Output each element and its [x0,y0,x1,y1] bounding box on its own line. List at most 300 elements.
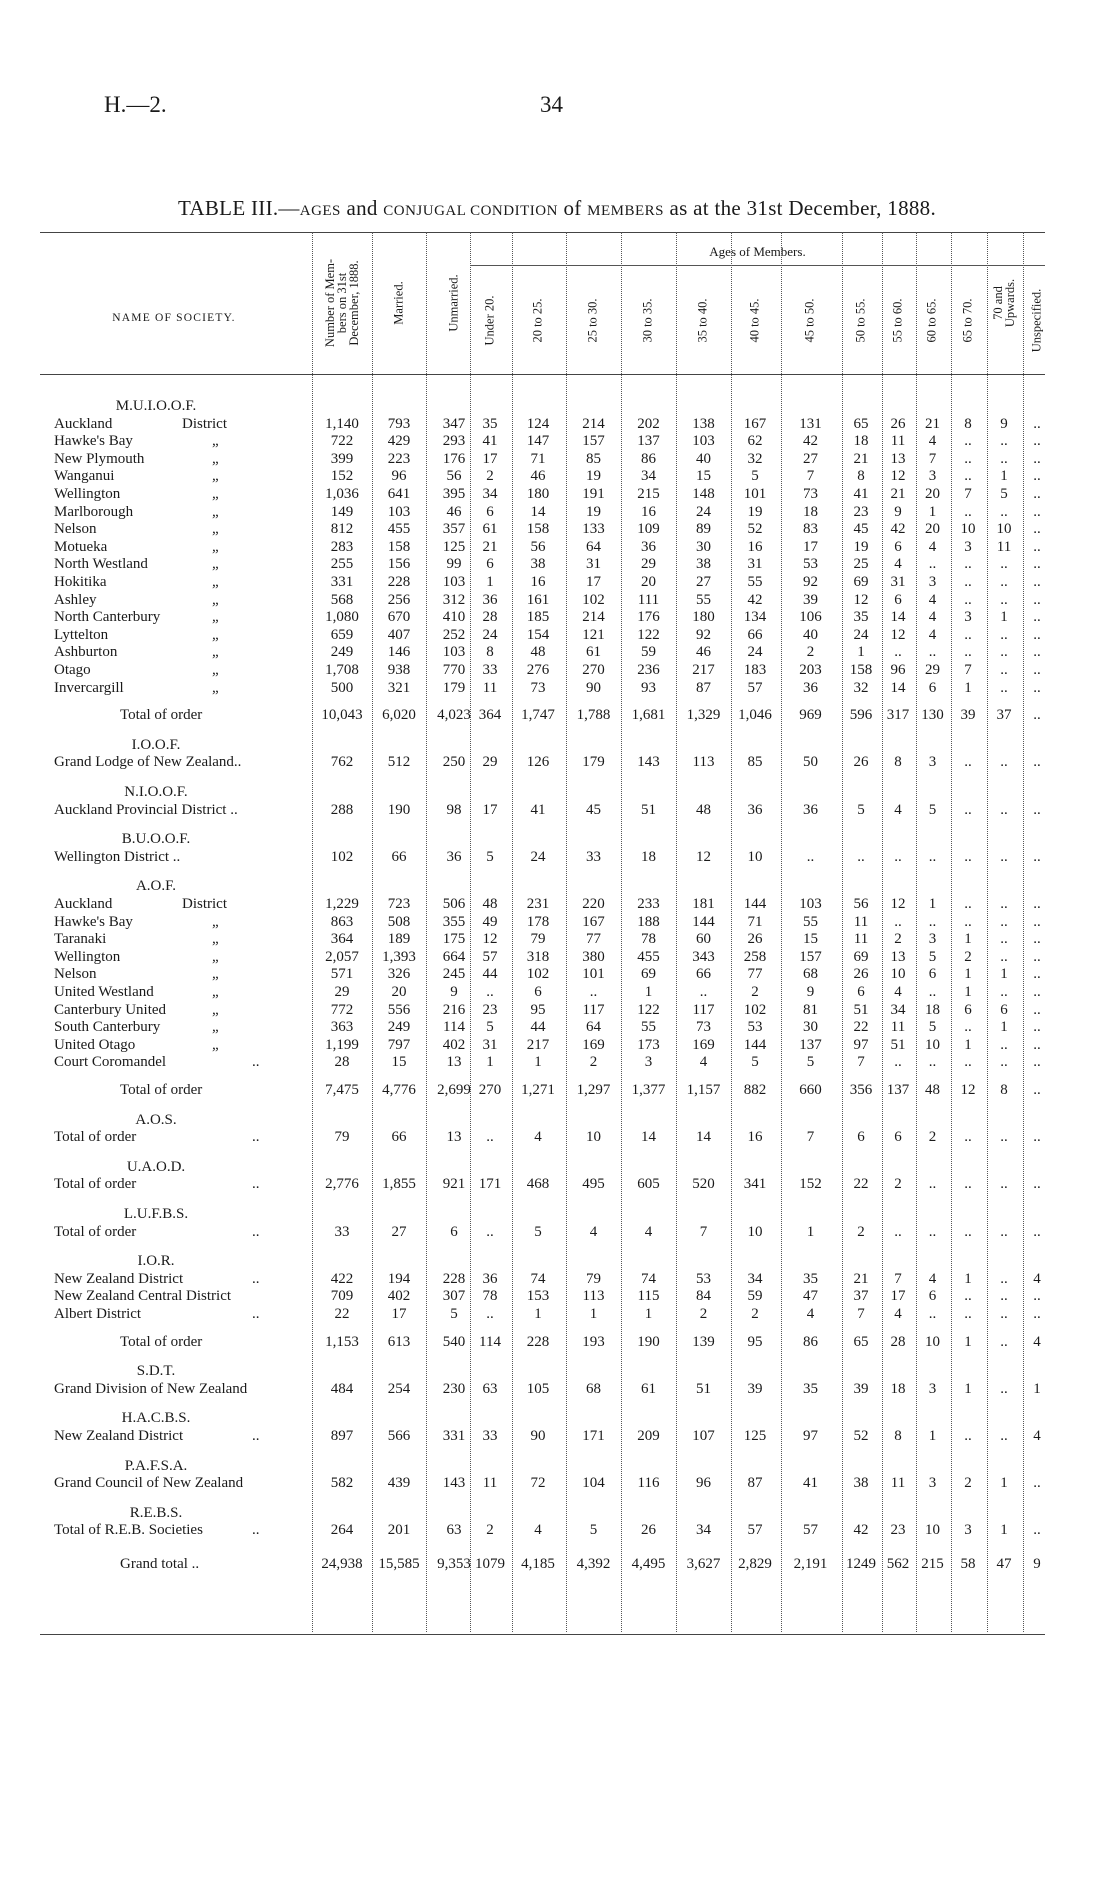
cell-unspecified: .. [1033,450,1041,467]
total-row [0,1556,1114,1573]
cell-married: 429 [387,433,411,450]
cell-age-25-30: 102 [582,591,605,608]
cell-age-60-65: 20 [925,521,940,538]
cell-age-45-50: 157 [799,948,822,965]
table-row [0,1019,1114,1036]
cell-age-35-40: 1,157 [686,1082,721,1098]
cell-age-60-65: 10 [925,1036,940,1053]
cell-unspecified: .. [1033,468,1041,485]
cell-age-65-70: 1 [964,984,972,1000]
cell-married: 402 [387,1288,411,1305]
cell-age-65-70: .. [964,1054,972,1071]
cell-age-30-35: 55 [641,1019,656,1036]
cell-age-55-60: 96 [890,662,906,678]
cell-age-70-upwards: .. [1000,1176,1008,1193]
cell-unspecified: .. [1033,848,1041,865]
society-sub: .. [252,1129,260,1146]
cell-unspecified: .. [1033,503,1041,520]
cell-age-25-30: 64 [586,1019,601,1036]
cell-unspecified: .. [1033,896,1041,912]
cell-unspecified: .. [1033,556,1041,573]
cell-age-35-40: 3,627 [686,1556,721,1572]
cell-unspecified: 4 [1033,1270,1041,1287]
cell-number-of-members: 283 [330,538,354,555]
cell-age-35-40: 92 [696,626,711,643]
cell-age-25-30: 167 [582,913,605,930]
cell-unspecified: .. [1033,574,1041,590]
cell-age-25-30: 17 [586,574,601,590]
cell-age-60-65: 215 [921,1556,944,1572]
cell-age-50-55: 51 [853,1001,869,1018]
cell-unmarried: 347 [442,415,466,432]
cell-married: 190 [387,801,411,818]
cell-unmarried: 216 [442,1001,466,1018]
cell-married: 158 [387,538,411,555]
cell-age-40-45: 52 [747,521,763,538]
title-conjugal: CONJUGAL CONDITION [383,203,558,219]
cell-married: 797 [387,1036,411,1053]
cell-age-70-upwards: .. [1000,1288,1008,1305]
table-row [0,680,1114,697]
column-header-age-30-35 [621,270,676,370]
cell-married: 455 [387,521,411,538]
total-row [0,1082,1114,1099]
table-row [0,1288,1114,1305]
cell-age-35-40: 107 [692,1428,715,1444]
cell-under-20: 34 [482,486,498,502]
cell-unmarried: 770 [442,662,466,678]
cell-age-45-50: 47 [803,1288,818,1305]
cell-married: 439 [387,1475,411,1492]
cell-age-25-30: 133 [582,521,605,538]
cell-age-40-45: 16 [747,1129,763,1146]
cell-age-35-40: 2 [699,1306,708,1322]
column-header-married [372,236,426,370]
cell-age-20-25: 5 [534,1223,542,1240]
cell-unmarried: 921 [442,1176,466,1193]
cell-under-20: 11 [482,1475,498,1492]
cell-age-50-55: 6 [857,1129,865,1146]
society-name: Grand Council of New Zealand [54,1475,244,1492]
cell-unspecified: 4 [1033,1428,1041,1444]
cell-age-45-50: 969 [799,707,822,724]
total-label: Total of order [120,1082,203,1098]
cell-age-20-25: 4,185 [521,1556,555,1572]
cell-age-70-upwards: .. [1000,1129,1008,1146]
cell-age-65-70: .. [964,644,972,661]
cell-age-30-35: 14 [641,1129,656,1146]
society-name: Wellington District .. [54,848,181,865]
cell-age-40-45: 24 [747,644,763,661]
cell-age-70-upwards: .. [1000,626,1008,643]
ages-header-rule [470,265,1045,266]
cell-unmarried: 228 [442,1270,466,1287]
cell-age-70-upwards: .. [1000,948,1008,965]
cell-age-60-65: 3 [928,468,937,485]
cell-age-60-65: 6 [928,1288,937,1305]
cell-age-65-70: .. [964,896,972,912]
cell-age-55-60: 12 [890,468,906,485]
cell-under-20: 29 [482,754,498,771]
cell-age-20-25: 217 [526,1036,550,1053]
cell-age-20-25: 48 [530,644,546,661]
cell-age-40-45: 134 [743,609,767,626]
cell-age-20-25: 41 [530,801,546,818]
cell-unmarried: 293 [442,433,466,450]
cell-unspecified: .. [1033,984,1041,1000]
cell-age-65-70: 1 [964,966,972,983]
cell-unmarried: 331 [442,1428,466,1444]
cell-unmarried: 9 [450,984,458,1000]
cell-age-55-60: 11 [890,1019,906,1036]
society-name: Total of order [54,1176,137,1193]
cell-age-70-upwards: 9 [1000,415,1008,432]
table-row [0,627,1114,644]
cell-married: 1,393 [382,948,416,965]
cell-age-65-70: 2 [964,1475,972,1492]
cell-age-70-upwards: .. [1000,662,1008,678]
society-sub: .. [252,1270,260,1287]
cell-age-35-40: 96 [696,1475,711,1492]
cell-age-45-50: 137 [799,1036,822,1053]
society-name: Otago [54,662,91,678]
cell-age-40-45: 102 [743,1001,767,1018]
cell-unmarried: 5 [450,1306,458,1322]
cell-married: 228 [387,574,411,590]
title-members: MEMBERS [587,203,664,219]
cell-number-of-members: 2,057 [325,948,359,965]
cell-age-35-40: 144 [692,913,715,930]
cell-married: 223 [387,450,411,467]
cell-number-of-members: 363 [330,1019,354,1036]
cell-under-20: 21 [482,538,498,555]
society-sub: „ [212,966,219,983]
cell-unspecified: .. [1033,626,1041,643]
cell-married: 103 [387,503,411,520]
cell-age-70-upwards: 37 [996,707,1012,724]
society-heading: S.D.T. [136,1363,176,1380]
cell-under-20: 23 [482,1001,498,1018]
cell-number-of-members: 582 [330,1475,354,1492]
cell-age-50-55: .. [857,848,865,865]
cell-age-65-70: 2 [964,948,972,965]
table-row [0,896,1114,913]
cell-age-70-upwards: 5 [1000,486,1008,502]
table-row [0,754,1114,771]
society-sub: „ [212,468,219,485]
cell-under-20: .. [486,1129,494,1146]
column-header-text: 20 to 25. [530,297,545,343]
society-sub: „ [212,913,219,930]
cell-number-of-members: 264 [330,1522,354,1539]
cell-age-45-50: 30 [803,1019,818,1036]
cell-age-35-40: 113 [692,754,715,771]
cell-age-35-40: 73 [696,1019,711,1036]
cell-age-50-55: 52 [853,1428,869,1444]
cell-unmarried: 230 [442,1380,466,1397]
cell-age-40-45: 36 [747,801,763,818]
society-name: South Canterbury [54,1019,161,1036]
cell-married: 566 [387,1428,411,1444]
cell-age-70-upwards: .. [1000,1428,1008,1444]
cell-age-45-50: 73 [803,486,818,502]
cell-age-65-70: 3 [964,1522,972,1539]
cell-number-of-members: 79 [334,1129,350,1146]
column-header-age-70-upwards [987,236,1021,370]
cell-unmarried: 99 [446,556,462,573]
column-header-text: 40 to 45. [747,297,762,343]
table-row [0,849,1114,866]
cell-age-45-50: 55 [803,913,818,930]
cell-unmarried: 36 [446,848,462,865]
cell-age-50-55: 69 [853,574,869,590]
cell-age-70-upwards: 11 [996,538,1012,555]
cell-age-30-35: 605 [637,1176,660,1193]
cell-age-20-25: 44 [530,1019,546,1036]
cell-age-25-30: 191 [582,486,605,502]
cell-married: 15 [391,1054,407,1071]
cell-age-55-60: 13 [890,450,906,467]
cell-age-55-60: 4 [894,984,902,1000]
cell-age-40-45: 77 [747,966,763,983]
cell-age-20-25: 185 [526,609,550,626]
cell-age-50-55: 356 [849,1082,873,1098]
cell-number-of-members: 28 [334,1054,350,1071]
society-heading: L.U.F.B.S. [123,1206,189,1222]
cell-age-35-40: 30 [696,538,711,555]
cell-age-35-40: 15 [696,468,711,485]
column-header-under-20 [470,270,510,370]
column-header-age-50-55 [842,270,880,370]
cell-unspecified: .. [1033,966,1041,983]
cell-age-55-60: 17 [890,1288,906,1305]
cell-age-20-25: 276 [526,662,550,678]
cell-unspecified: .. [1033,801,1041,818]
cell-unmarried: 13 [446,1129,462,1146]
society-sub: „ [212,433,219,450]
cell-age-20-25: 16 [530,574,546,590]
column-header-text: Under 20. [482,295,497,345]
cell-age-45-50: 92 [803,574,818,590]
cell-under-20: 171 [478,1176,502,1193]
cell-age-55-60: .. [894,913,902,930]
title-of: of [557,196,588,220]
table-row [0,966,1114,983]
cell-age-55-60: 14 [890,609,906,626]
table-bottom-rule [40,1634,1045,1635]
cell-age-60-65: 18 [925,1001,940,1018]
society-name: Canterbury United [54,1001,167,1018]
table-row [0,539,1114,556]
table-row [0,468,1114,485]
cell-age-65-70: 1 [964,1036,972,1053]
cell-age-35-40: 12 [696,848,711,865]
cell-unmarried: 125 [442,538,466,555]
cell-number-of-members: 1,080 [325,609,359,626]
cell-age-65-70: .. [964,626,972,643]
cell-age-55-60: 8 [894,754,902,771]
cell-married: 613 [387,1333,411,1350]
cell-age-30-35: 109 [637,521,660,538]
cell-age-50-55: 37 [853,1288,869,1305]
cell-age-30-35: 455 [637,948,660,965]
cell-unmarried: 2,699 [437,1082,471,1098]
column-header-text: Unmarried. [447,274,461,332]
cell-age-55-60: 42 [890,521,906,538]
table-row [0,1428,1114,1445]
cell-under-20: 8 [486,644,494,661]
cell-age-30-35: 4,495 [631,1556,666,1572]
cell-unspecified: 9 [1033,1556,1041,1572]
cell-age-20-25: 231 [526,896,550,912]
cell-age-40-45: 95 [747,1333,763,1350]
cell-age-50-55: 7 [857,1054,865,1071]
cell-age-60-65: 4 [928,1270,937,1287]
cell-age-30-35: 59 [641,644,656,661]
cell-married: 146 [387,644,411,661]
cell-age-20-25: 95 [530,1001,546,1018]
cell-unspecified: .. [1033,1129,1041,1146]
cell-age-25-30: 169 [582,1036,605,1053]
cell-age-70-upwards: 1 [1000,966,1008,983]
cell-married: 326 [387,966,411,983]
cell-age-25-30: 1 [589,1306,598,1322]
cell-age-40-45: 19 [747,503,763,520]
cell-unmarried: 6 [450,1223,458,1240]
cell-age-70-upwards: 6 [1000,1001,1008,1018]
cell-age-20-25: 4 [534,1129,542,1146]
cell-age-70-upwards: .. [1000,503,1008,520]
cell-age-35-40: 38 [696,556,711,573]
cell-age-50-55: 596 [849,707,873,724]
cell-age-25-30: 214 [582,415,605,432]
cell-age-30-35: 4 [644,1223,653,1240]
table-row [0,1037,1114,1054]
column-header-text: 60 to 65. [925,297,940,343]
column-header-text: 45 to 50. [802,297,817,343]
cell-number-of-members: 10,043 [321,707,363,724]
cell-age-35-40: 46 [696,644,711,661]
society-name: Grand Division of New Zealand [54,1380,248,1397]
cell-under-20: 2 [486,468,494,485]
cell-married: 96 [391,468,407,485]
cell-age-25-30: 19 [586,468,601,485]
cell-age-40-45: 101 [743,486,767,502]
cell-age-20-25: 180 [526,486,550,502]
cell-age-25-30: 270 [582,662,605,678]
society-heading: I.O.R. [137,1253,175,1270]
cell-married: 723 [387,896,411,912]
cell-unspecified: .. [1033,433,1041,450]
cell-age-45-50: 35 [803,1380,818,1397]
cell-age-25-30: 2 [589,1054,598,1071]
cell-age-30-35: 1,377 [631,1082,666,1098]
society-heading: H.A.C.B.S. [121,1410,191,1427]
cell-unspecified: .. [1033,609,1041,626]
cell-age-60-65: 4 [928,626,937,643]
cell-age-35-40: 4 [699,1054,708,1071]
cell-age-55-60: 51 [890,1036,906,1053]
cell-age-65-70: 1 [964,679,972,696]
cell-unspecified: .. [1033,521,1041,538]
cell-age-45-50: 53 [803,556,818,573]
cell-age-40-45: 42 [747,591,763,608]
cell-age-45-50: 15 [803,931,818,948]
cell-age-30-35: 202 [637,415,660,432]
cell-age-65-70: .. [964,1223,972,1240]
cell-age-25-30: 90 [586,679,601,696]
society-name: Taranaki [54,931,107,948]
cell-number-of-members: 1,708 [325,662,359,678]
cell-age-35-40: 40 [696,450,711,467]
cell-age-40-45: 59 [747,1288,763,1305]
cell-age-70-upwards: 1 [1000,1522,1008,1539]
cell-age-45-50: 103 [799,896,822,912]
table-row [0,644,1114,661]
cell-age-55-60: 8 [894,1428,902,1444]
cell-unmarried: 175 [442,931,466,948]
cell-age-35-40: 66 [696,966,711,983]
cell-age-25-30: 19 [586,503,601,520]
cell-age-70-upwards: .. [1000,1223,1008,1240]
society-sub: „ [212,450,219,467]
page-reference: H.—2. [104,92,167,117]
cell-number-of-members: 1,036 [325,486,359,502]
cell-age-20-25: 74 [530,1270,546,1287]
society-name: Ashburton [54,644,118,661]
cell-unspecified: .. [1033,1036,1041,1053]
cell-age-35-40: 217 [692,662,715,678]
cell-age-30-35: 3 [644,1054,653,1071]
cell-age-35-40: 181 [692,896,715,912]
cell-number-of-members: 33 [334,1223,350,1240]
cell-age-45-50: 2 [806,644,815,661]
cell-number-of-members: 1,153 [325,1333,359,1350]
cell-age-55-60: .. [894,1223,902,1240]
cell-age-30-35: 188 [637,913,660,930]
cell-age-40-45: 39 [747,1380,763,1397]
column-header-age-35-40 [676,270,731,370]
cell-age-70-upwards: .. [1000,556,1008,573]
cell-age-45-50: 152 [799,1176,822,1193]
society-sub: .. [252,1428,260,1444]
cell-age-35-40: 53 [696,1270,711,1287]
table-row [0,1271,1114,1288]
cell-age-35-40: 60 [696,931,711,948]
column-header-unspecified [1023,270,1051,370]
cell-age-65-70: .. [964,913,972,930]
society-name: North Westland [54,556,148,573]
page-number: 34 [540,92,563,117]
society-sub: „ [212,556,219,573]
cell-under-20: 61 [482,521,498,538]
cell-age-50-55: 5 [857,801,865,818]
cell-age-20-25: 1,747 [521,707,555,724]
cell-age-50-55: 65 [853,1333,869,1350]
cell-age-50-55: 26 [853,966,869,983]
cell-age-20-25: 14 [530,503,546,520]
cell-age-30-35: 69 [641,966,656,983]
cell-married: 27 [391,1223,407,1240]
cell-age-50-55: 11 [853,931,869,948]
cell-under-20: .. [486,1223,494,1240]
cell-age-60-65: 4 [928,591,937,608]
cell-age-60-65: .. [928,984,937,1000]
cell-number-of-members: 7,475 [325,1082,359,1098]
cell-age-45-50: 50 [803,754,818,771]
cell-age-45-50: 1 [806,1223,815,1240]
cell-age-60-65: .. [928,848,937,865]
